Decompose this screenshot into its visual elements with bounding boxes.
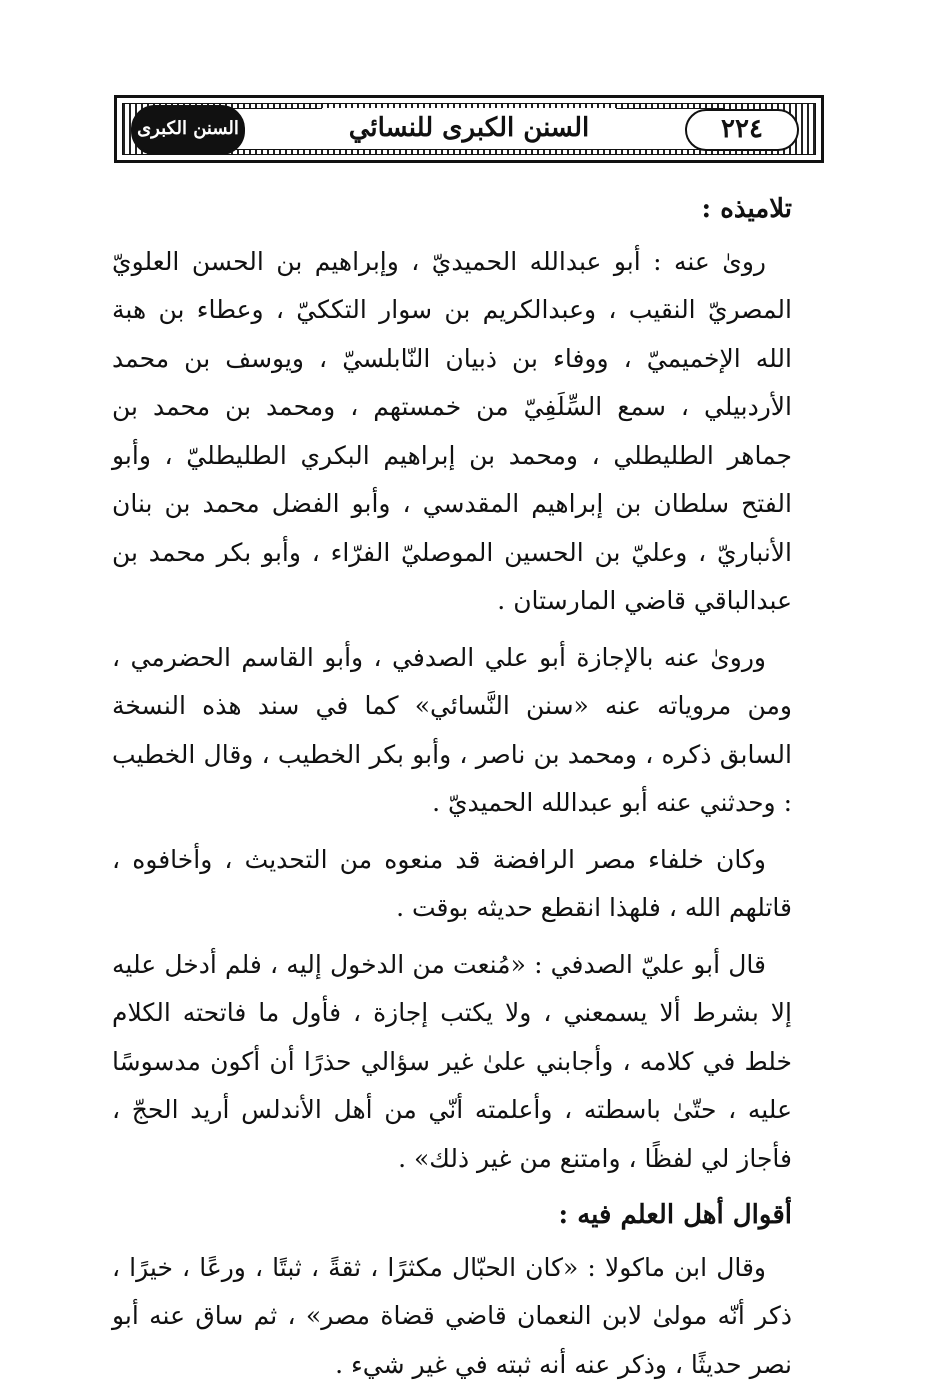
paragraph: وروىٰ عنه بالإجازة أبو علي الصدفي ، وأبو القاسم الحضرمي ، ومن مروياته عنه «سنن النَّسائي» كما في سند هذه النسخة السابق ذكره ، ومحمد بن ناصر ، وأبو بكر الخطيب ، وقال الخطيب : وحدثني عنه أبو عبدالله الحميديّ .	[112, 642, 792, 817]
page-number-frame	[685, 109, 799, 151]
section-heading-scholars-opinions: أقوال أهل العلم فيه :	[558, 1200, 792, 1230]
paragraph: وقال ابن ماكولا : «كان الحبّال مكثرًا ، ثقةً ، ثبتًا ، ورعًا ، خيرًا ، ذكر أنّه مولىٰ لابن النعمان قاضي قضاة مصر» ، ثم ساق عنه أبو نصر حديثًا ، وذكر عنه أنه ثبته في غير شيء .	[112, 1252, 792, 1379]
book-title: السنن الكبرى للنسائي	[322, 108, 616, 148]
paragraph: وكان خلفاء مصر الرافضة قد منعوه من التحديث ، وأخافوه ، قاتلهم الله ، فلهذا انقطع حديثه بوقت .	[112, 844, 792, 922]
section-heading-students: تلاميذه :	[701, 194, 792, 224]
page-number: ٢٢٤	[721, 114, 763, 144]
paragraph: روىٰ عنه : أبو عبدالله الحميديّ ، وإبراهيم بن الحسن العلويّ المصريّ النقيب ، وعبدالكريم بن سوار التككيّ ، وعطاء بن هبة الله الإخميميّ ، ووفاء بن ذبيان النّابلسيّ ، ويوسف بن محمد الأردبيلي ، سمع السِّلَفِيّ من خمستهم ، ومحمد بن محمد بن جماهر الطليطلي ، ومحمد بن إبراهيم البكري الطليطليّ ، وأبو الفتح سلطان بن إبراهيم المقدسي ، وأبو الفضل محمد بن بنان الأنباريّ ، وعليّ بن الحسين الموصليّ الفرّاء ، وأبو بكر محمد بن عبدالباقي قاضي المارستان .	[112, 246, 792, 615]
page-body	[112, 185, 792, 1397]
book-seal	[131, 105, 245, 155]
paragraph: قال أبو عليّ الصدفي : «مُنعت من الدخول إليه ، فلم أدخل عليه إلا بشرط ألا يسمعني ، ولا يكتب إجازة ، فأول ما فاتحته الكلام خلط في كلامه ، وأجابني علىٰ غير سؤالي حذرًا أن أكون مدسوسًا عليه ، حتّىٰ باسطته ، وأعلمته أنّي من أهل الأندلس أريد الحجّ ، فأجاز لي لفظًا ، وامتنع من غير ذلك» .	[112, 949, 792, 1173]
running-header	[114, 95, 824, 163]
book-seal-text: السنن الكبرى	[137, 118, 239, 139]
